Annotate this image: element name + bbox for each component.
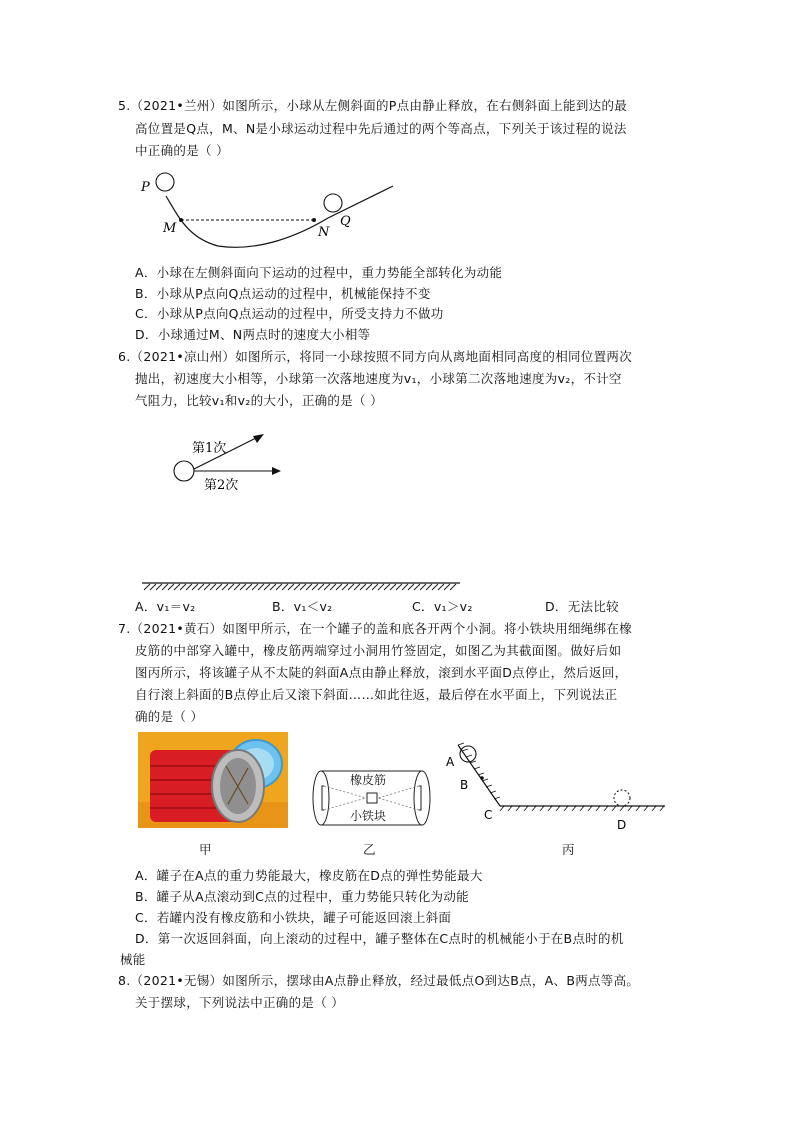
q5-stem-line-3: 中正确的是（ ） bbox=[135, 143, 229, 158]
q7-can-photo bbox=[138, 732, 288, 828]
q7-stem-line-3: 图丙所示，将该罐子从不太陡的斜面A点由静止释放，滚到水平面D点停止，然后返回， bbox=[135, 665, 628, 680]
q5-option-b: B．小球从P点向Q点运动的过程中，机械能保持不变 bbox=[135, 286, 431, 301]
label-b: B bbox=[460, 778, 469, 792]
q6-option-a: A．v₁＝v₂ bbox=[135, 599, 196, 614]
q6-stem-line-1: 6.（2021•凉山州）如图所示，将同一小球按照不同方向从离地面相同高度的相同位置两次 bbox=[118, 349, 633, 364]
track-curve bbox=[166, 186, 393, 247]
q8-stem-line-2: 关于摆球，下列说法中正确的是（ ） bbox=[135, 995, 345, 1010]
q7-option-d-cont: 械能 bbox=[120, 952, 146, 967]
label-d: D bbox=[617, 818, 627, 832]
q7-slope-diagram bbox=[440, 740, 670, 832]
q6-stem-line-3: 气阻力，比较v₁和v₂的大小，正确的是（ ） bbox=[135, 393, 383, 408]
first-arrow-head bbox=[253, 434, 264, 443]
point-m bbox=[179, 218, 183, 222]
q5-option-d: D．小球通过M、N两点时的速度大小相等 bbox=[135, 327, 371, 342]
q6-option-d: D．无法比较 bbox=[545, 599, 619, 614]
q7-stem-line-1: 7.（2021•黄石）如图甲所示，在一个罐子的盖和底各开两个小洞。将小铁块用细绳绑在橡 bbox=[118, 621, 633, 636]
q7-cross-section bbox=[312, 768, 432, 830]
ball-q bbox=[324, 194, 342, 212]
label-p: P bbox=[141, 180, 150, 195]
q5-option-c: C．小球从P点向Q点运动的过程中，所受支持力不做功 bbox=[135, 306, 444, 321]
q6-figure bbox=[140, 425, 300, 500]
q7-caption-bing: 丙 bbox=[562, 842, 575, 857]
q7-option-d: D．第一次返回斜面，向上滚动的过程中，罐子整体在C点时的机械能小于在B点时的机 bbox=[135, 931, 624, 946]
q5-option-a: A．小球在左侧斜面向下运动的过程中，重力势能全部转化为动能 bbox=[135, 265, 503, 280]
label-iron-block: 小铁块 bbox=[350, 809, 387, 823]
q7-caption-yi: 乙 bbox=[363, 842, 376, 857]
q6-option-c: C．v₁＞v₂ bbox=[412, 599, 473, 614]
q7-option-a: A．罐子在A点的重力势能最大，橡皮筋在D点的弹性势能最大 bbox=[135, 868, 483, 883]
ball bbox=[174, 461, 194, 481]
q7-stem-line-5: 确的是（ ） bbox=[135, 709, 204, 724]
ball-p bbox=[156, 173, 174, 191]
q7-option-c: C．若罐内没有橡皮筋和小铁块，罐子可能返回滚上斜面 bbox=[135, 910, 452, 925]
second-arrow-head bbox=[272, 467, 281, 475]
point-b-dot bbox=[480, 776, 484, 780]
can-at-d bbox=[614, 790, 630, 806]
q5-stem-line-1: 5.（2021•兰州）如图所示，小球从左侧斜面的P点由静止释放，在右侧斜面上能到达的最 bbox=[118, 98, 628, 113]
q6-stem-line-2: 抛出，初速度大小相等，小球第一次落地速度为v₁，小球第二次落地速度为v₂，不计空 bbox=[135, 371, 622, 386]
q6-ground bbox=[142, 580, 462, 592]
label-q: Q bbox=[340, 214, 351, 229]
label-n: N bbox=[318, 225, 330, 240]
q5-stem-line-2: 高位置是Q点，M、N是小球运动过程中先后通过的两个等高点，下列关于该过程的说法 bbox=[135, 121, 627, 136]
q7-stem-line-2: 皮筋的中部穿入罐中，橡皮筋两端穿过小洞用竹签固定，如图乙为其截面图。做好后如 bbox=[135, 643, 622, 658]
q7-caption-jia: 甲 bbox=[199, 842, 212, 857]
q6-option-b: B．v₁＜v₂ bbox=[272, 599, 333, 614]
label-c: C bbox=[484, 808, 493, 822]
q8-stem-line-1: 8.（2021•无锡）如图所示，摆球由A点静止释放，经过最低点O到达B点，A、B两点等高。 bbox=[118, 973, 640, 988]
label-second: 第2次 bbox=[204, 478, 239, 493]
label-m: M bbox=[163, 221, 177, 236]
q7-option-b: B．罐子从A点滚动到C点的过程中，重力势能只转化为动能 bbox=[135, 889, 469, 904]
q5-figure bbox=[138, 166, 403, 258]
point-n bbox=[312, 218, 316, 222]
q7-stem-line-4: 自行滚上斜面的B点停止后又滚下斜面……如此往返，最后停在水平面上，下列说法正 bbox=[135, 687, 618, 702]
label-a: A bbox=[446, 755, 455, 769]
label-first: 第1次 bbox=[192, 441, 227, 456]
label-rubber-band: 橡皮筋 bbox=[350, 773, 387, 787]
